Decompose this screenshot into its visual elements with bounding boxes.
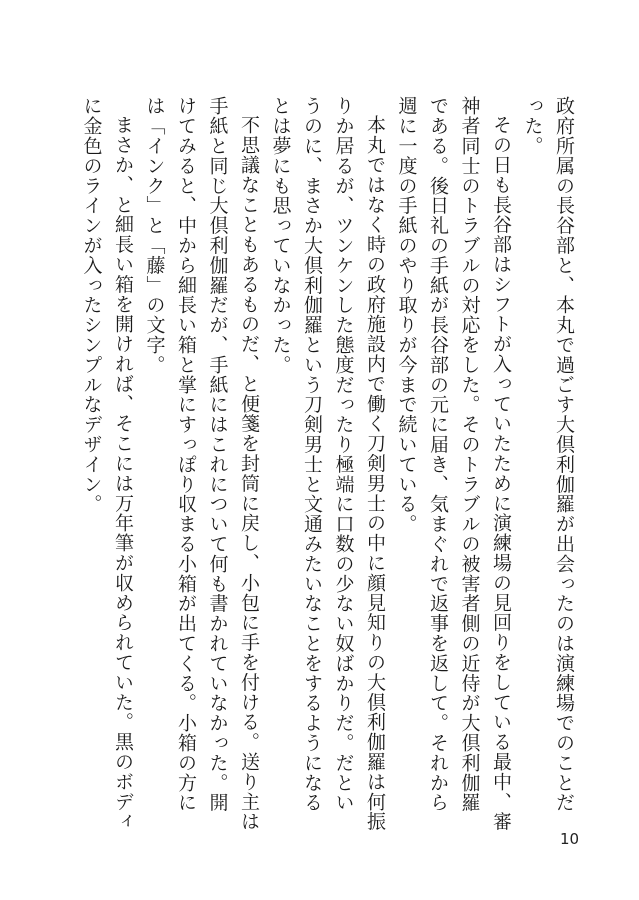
page-number: 10: [560, 830, 580, 848]
paragraph-3: 本丸ではなく時の政府施設内で働く刀剣男士の中に顔見知りの大倶利伽羅は何振りか居るが、ツンケンした態度だったり極端に口数の少ない奴ばかりだ。だというのに、まさか大倶利伽羅という刀剣男士と文通みたいなことをするようになるとは夢にも思っていなかった。: [269, 96, 386, 832]
paragraph-4: 不思議なこともあるものだ、と便箋を封筒に戻し、小包に手を付ける。送り主は手紙と同じ大倶利伽羅だが、手紙にはこれについて何も書かれていなかった。開けてみると、中から細長い箱と掌にすっぽり収まる小箱が出てくる。小箱の方には「インク」と「藤」の文字。: [143, 96, 260, 832]
paragraph-1: 政府所属の長谷部と、本丸で過ごす大倶利伽羅が出会ったのは演練場でのことだった。: [521, 96, 575, 813]
paragraph-2: その日も長谷部はシフトが入っていたために演練場の見回りをしている最中、審神者同士のトラブルの対応をした。そのトラブルの被害者側の近侍が大倶利伽羅である。後日礼の手紙が長谷部の元に届き、気まぐれで返事を返して。それから週に一度の手紙のやり取りが今まで続いている。: [395, 96, 512, 832]
body-text: [49, 96, 579, 832]
paragraph-5: まさか、と細長い箱を開ければ、そこには万年筆が収められていた。黒のボディに金色のラインが入ったシンプルなデザイン。: [80, 96, 134, 832]
